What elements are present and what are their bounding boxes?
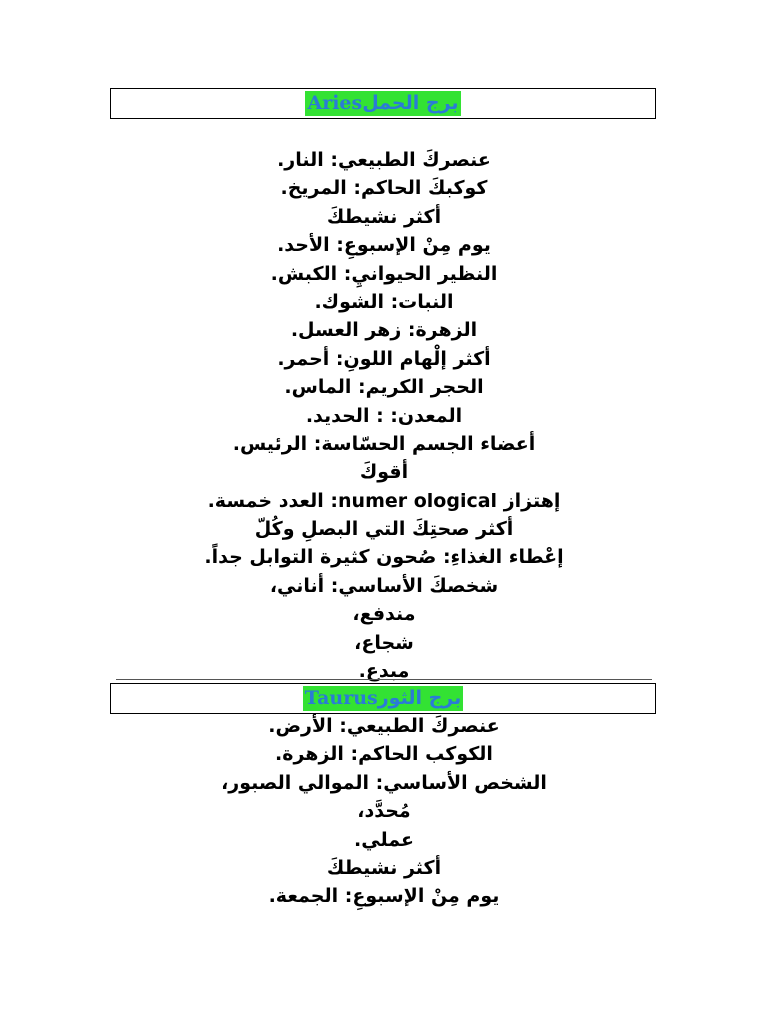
trait-line: أعضاء الجسم الحسّاسة: الرئيس. (232, 432, 536, 455)
trait-line: كوكبكَ الحاكم: المريخ. (280, 177, 488, 200)
trait-line: يوم مِنْ الإسبوعِ: الأحد. (277, 234, 491, 257)
trait-line: الحجر الكريم: الماس. (284, 376, 484, 399)
trait-line: النظير الحيوانيِ: الكبش. (270, 262, 498, 285)
taurus-traits-list (120, 712, 648, 911)
trait-line: عنصركَ الطبيعي: الأرض. (268, 715, 500, 737)
section-title-ar: برج الثور (377, 687, 462, 709)
trait-line: أكثر نشيطكَ (326, 205, 442, 228)
trait-line: مندفع، (352, 603, 416, 626)
trait-line: عملي. (354, 828, 414, 851)
trait-line: أقوكَ (359, 461, 409, 484)
trait-line: أكثر نشيطكَ (326, 856, 442, 879)
trait-line: النبات: الشوك. (314, 290, 454, 313)
trait-line: الزهرة: زهر العسل. (290, 319, 478, 342)
trait-line: يوم مِنْ الإسبوعِ: الجمعة. (268, 885, 500, 908)
trait-line: مبدع. (358, 660, 410, 683)
section-title-box-taurus (110, 683, 656, 714)
section-divider (116, 679, 652, 680)
section-title-taurus (303, 686, 463, 711)
section-title-aries (305, 91, 460, 116)
trait-line: إهتزاز numer ological: العدد خمسة. (207, 489, 561, 512)
section-title-en: Aries (307, 92, 363, 114)
section-title-en: Taurus (304, 687, 378, 709)
trait-line: عنصركَ الطبيعي: النار. (277, 149, 491, 171)
trait-line: الكوكب الحاكم: الزهرة. (275, 743, 493, 766)
trait-line: مُحدَّد، (357, 800, 411, 823)
trait-line: المعدن: : الحديد. (305, 404, 463, 427)
section-title-box-aries (110, 88, 656, 119)
aries-traits-list (120, 146, 648, 685)
section-title-ar: برج الحمل (362, 92, 459, 114)
trait-line: شخصكَ الأساسي: أناني، (269, 574, 499, 597)
trait-line: شجاع، (354, 631, 414, 654)
trait-line: أكثر صحتِكَ التي البصلِ وكُلّ (254, 518, 514, 541)
trait-line: إعْطاء الغذاءِ: صُحون كثيرة التوابل جداً. (204, 546, 564, 569)
trait-line: الشخص الأساسي: الموالي الصبور، (221, 771, 547, 794)
trait-line: أكثر إلْهام اللونِ: أحمر. (277, 347, 491, 370)
